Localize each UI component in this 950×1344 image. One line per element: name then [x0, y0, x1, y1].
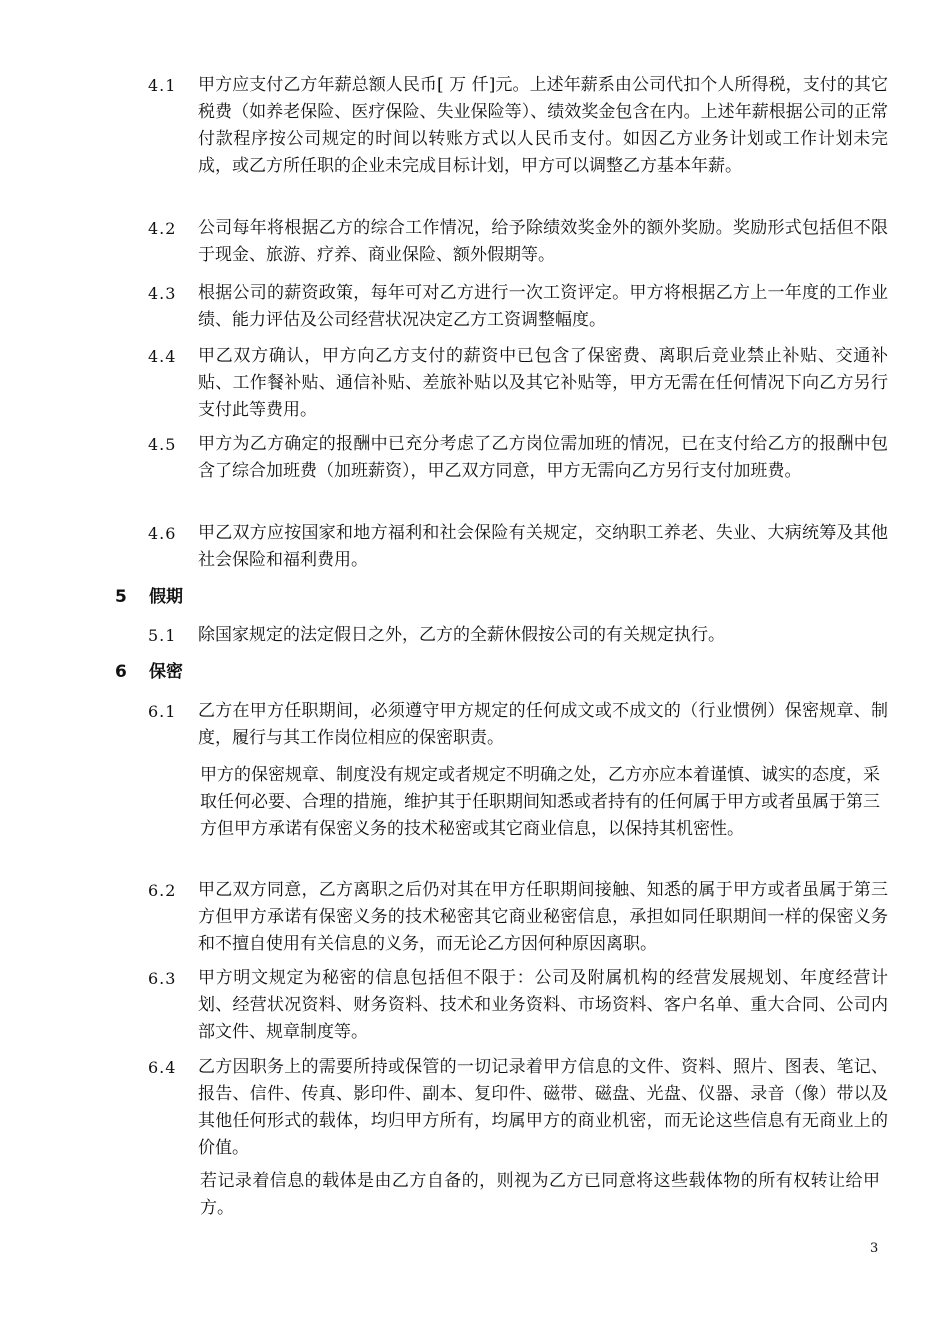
clause-6-4-paragraph: 若记录着信息的载体是由乙方自备的，则视为乙方已同意将这些载体物的所有权转让给甲方。: [200, 1171, 880, 1218]
clause-number: 6.2: [148, 881, 177, 900]
clause-text: 乙方因职务上的需要所持或保管的一切记录着甲方信息的文件、资料、照片、图表、笔记、报告、信件、传真、影印件、副本、复印件、磁带、磁盘、光盘、仪器、录音（像）带以及其他任何形式的载体，均归甲方所有，均属甲方的商业机密，而无论这些信息有无商业上的价值。: [198, 1057, 888, 1158]
clause-text: 甲乙双方确认，甲方向乙方支付的薪资中已包含了保密费、离职后竞业禁止补贴、交通补贴、工作餐补贴、通信补贴、差旅补贴以及其它补贴等，甲方无需在任何情况下向乙方另行支付此等费用。: [198, 346, 888, 420]
section-title: 假期: [149, 587, 183, 607]
clause-6-1: [148, 698, 888, 752]
clause-number: 6.1: [148, 702, 177, 721]
clause-4-2: [148, 215, 888, 269]
clause-number: 4.6: [148, 524, 177, 543]
section-number: 5: [115, 587, 127, 607]
clause-number: 4.4: [148, 347, 177, 366]
clause-4-5: [148, 431, 888, 485]
clause-4-4: [148, 343, 888, 424]
clause-text: 乙方在甲方任职期间，必须遵守甲方规定的任何成文或不成文的（行业惯例）保密规章、制度，履行与其工作岗位相应的保密职责。: [198, 701, 888, 748]
section-number: 6: [115, 662, 127, 682]
page-number: 3: [870, 1241, 879, 1256]
clause-5-1: [148, 622, 888, 649]
section-heading-6: [115, 659, 183, 686]
clause-6-1-paragraph: 甲方的保密规章、制度没有规定或者规定不明确之处，乙方亦应本着谨慎、诚实的态度，采取任何必要、合理的措施，维护其于任职期间知悉或者持有的任何属于甲方或者虽属于第三方但甲方承诺有保密义务的技术秘密或其它商业信息，以保持其机密性。: [200, 765, 880, 839]
clause-number: 4.3: [148, 284, 177, 303]
clause-text: 甲乙双方应按国家和地方福利和社会保险有关规定，交纳职工养老、失业、大病统筹及其他社会保险和福利费用。: [198, 523, 888, 570]
clause-number: 5.1: [148, 626, 177, 645]
clause-text: 甲方应支付乙方年薪总额人民币[ 万 仟]元。上述年薪系由公司代扣个人所得税，支付的其它税费（如养老保险、医疗保险、失业保险等）、绩效奖金包含在内。上述年薪根据公司的正常付款程序按公司规定的时间以转账方式以人民币支付。如因乙方业务计划或工作计划未完成，或乙方所任职的企业未完成目标计划，甲方可以调整乙方基本年薪。: [198, 75, 888, 176]
section-title: 保密: [149, 662, 183, 682]
clause-4-1: [148, 72, 888, 180]
clause-text: 除国家规定的法定假日之外，乙方的全薪休假按公司的有关规定执行。: [198, 625, 725, 645]
clause-number: 4.1: [148, 76, 177, 95]
clause-text: 甲方为乙方确定的报酬中已充分考虑了乙方岗位需加班的情况，已在支付给乙方的报酬中包含了综合加班费（加班薪资），甲乙双方同意，甲方无需向乙方另行支付加班费。: [198, 434, 888, 481]
clause-number: 4.5: [148, 435, 177, 454]
clause-text: 甲乙双方同意，乙方离职之后仍对其在甲方任职期间接触、知悉的属于甲方或者虽属于第三方但甲方承诺有保密义务的技术秘密其它商业秘密信息，承担如同任职期间一样的保密义务和不擅自使用有关信息的义务，而无论乙方因何种原因离职。: [198, 880, 888, 954]
clause-4-6: [148, 520, 888, 574]
clause-number: 6.3: [148, 969, 177, 988]
clause-number: 6.4: [148, 1058, 177, 1077]
clause-text: 根据公司的薪资政策，每年可对乙方进行一次工资评定。甲方将根据乙方上一年度的工作业绩、能力评估及公司经营状况决定乙方工资调整幅度。: [198, 283, 888, 330]
clause-6-2: [148, 877, 888, 958]
section-heading-5: [115, 584, 183, 611]
clause-text: 甲方明文规定为秘密的信息包括但不限于：公司及附属机构的经营发展规划、年度经营计划、经营状况资料、财务资料、技术和业务资料、市场资料、客户名单、重大合同、公司内部文件、规章制度等。: [198, 968, 888, 1042]
clause-number: 4.2: [148, 219, 177, 238]
clause-6-3: [148, 965, 888, 1046]
clause-text: 公司每年将根据乙方的综合工作情况，给予除绩效奖金外的额外奖励。奖励形式包括但不限于现金、旅游、疗养、商业保险、额外假期等。: [198, 218, 888, 265]
clause-4-3: [148, 280, 888, 334]
clause-6-4: [148, 1054, 888, 1162]
